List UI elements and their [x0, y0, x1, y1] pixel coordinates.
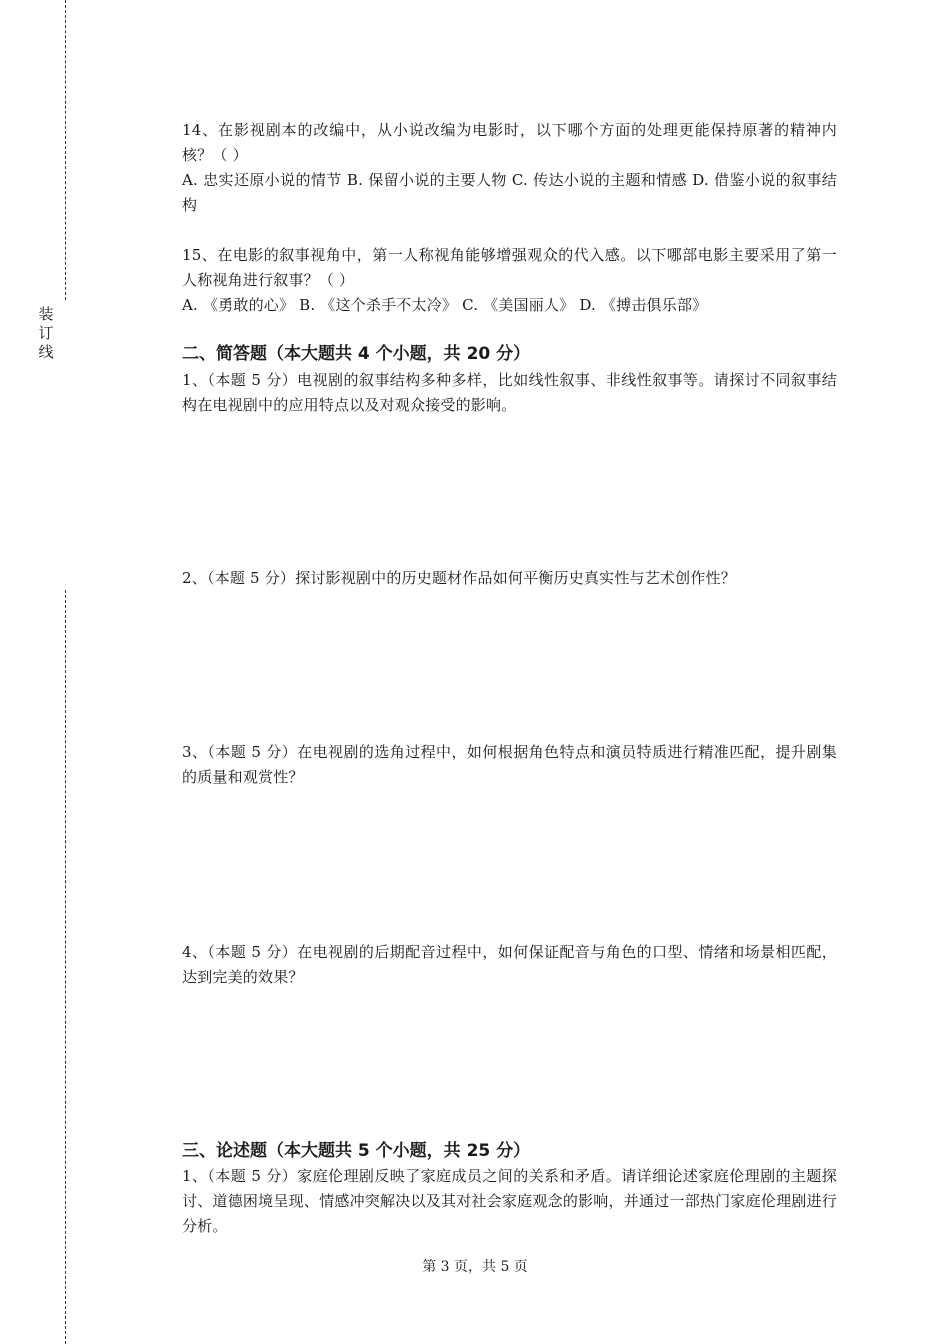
- binding-dashed-line-bottom: [65, 590, 66, 1344]
- section-2-heading: 二、简答题（本大题共 4 个小题，共 20 分）: [182, 344, 531, 364]
- page-footer: 第 3 页，共 5 页: [422, 1259, 528, 1275]
- binding-char: 线: [38, 343, 54, 361]
- short-answer-question-3: 3、（本题 5 分）在电视剧的选角过程中，如何根据角色特点和演员特质进行精准匹配，提升剧集的质量和观赏性？: [182, 743, 837, 786]
- section-3-heading: 三、论述题（本大题共 5 个小题，共 25 分）: [182, 1141, 531, 1161]
- essay-question-1: 1、（本题 5 分）家庭伦理剧反映了家庭成员之间的关系和矛盾。请详细论述家庭伦理剧的主题探讨、道德困境呈现、情感冲突解决以及其对社会家庭观念的影响，并通过一部热门家庭伦理剧进行分析。: [182, 1167, 837, 1235]
- short-answer-question-1: 1、（本题 5 分）电视剧的叙事结构多种多样，比如线性叙事、非线性叙事等。请探讨不同叙事结构在电视剧中的应用特点以及对观众接受的影响。: [182, 371, 837, 414]
- question-15-stem: 15、在电影的叙事视角中，第一人称视角能够增强观众的代入感。以下哪部电影主要采用了第一人称视角进行叙事？（ ）: [182, 246, 837, 289]
- question-14-options: A. 忠实还原小说的情节 B. 保留小说的主要人物 C. 传达小说的主题和情感 D. 借鉴小说的叙事结构: [182, 171, 837, 214]
- short-answer-question-4: 4、（本题 5 分）在电视剧的后期配音过程中，如何保证配音与角色的口型、情绪和场景相匹配，达到完美的效果？: [182, 943, 837, 986]
- binding-dashed-line-top: [65, 0, 66, 300]
- binding-char: 订: [38, 324, 54, 342]
- binding-label: [36, 305, 56, 362]
- short-answer-question-2: 2、（本题 5 分）探讨影视剧中的历史题材作品如何平衡历史真实性与艺术创作性？: [182, 569, 736, 587]
- binding-char: 装: [38, 305, 54, 323]
- question-14-stem: 14、在影视剧本的改编中，从小说改编为电影时，以下哪个方面的处理更能保持原著的精神内核？（ ）: [182, 121, 837, 164]
- question-15-options: A. 《勇敢的心》 B. 《这个杀手不太冷》 C. 《美国丽人》 D. 《搏击俱乐部》: [182, 296, 708, 314]
